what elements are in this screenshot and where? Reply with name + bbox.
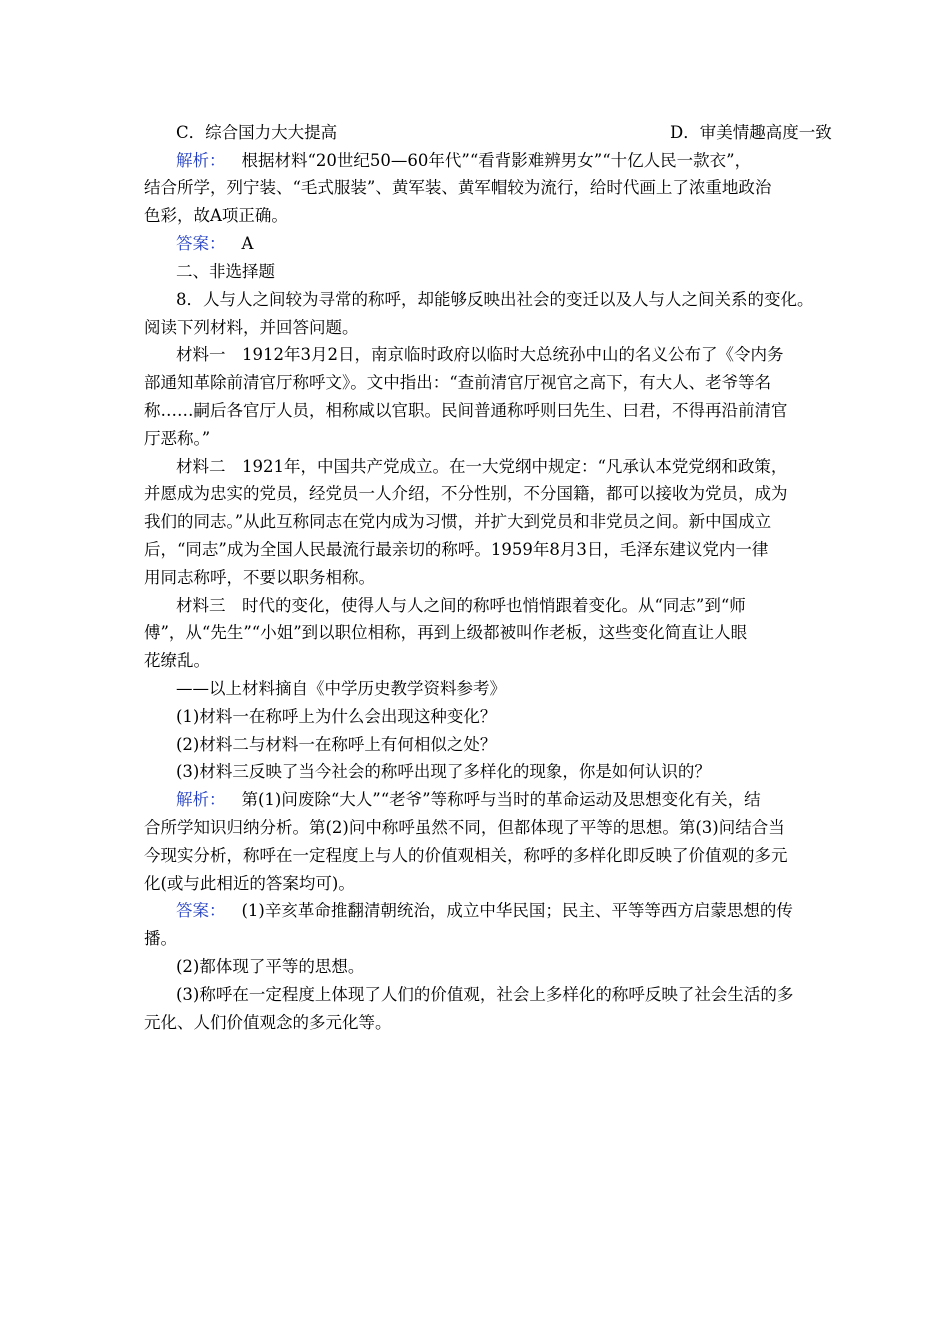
material3-line-1: 材料三 时代的变化，使得人与人之间的称呼也悄悄跟着变化。从“同志”到“师 xyxy=(176,596,746,615)
material1-line-1: 材料一 1912年3月2日，南京临时政府以临时大总统孙中山的名义公布了《令内务 xyxy=(176,345,784,364)
option-c: C．综合国力大大提高 xyxy=(176,123,338,142)
answer-label: 答案： xyxy=(176,901,226,920)
q8-stem-line-1: 8．人与人之间较为寻常的称呼，却能够反映出社会的变迁以及人与人之间关系的变化。 xyxy=(176,290,814,309)
q7-answer xyxy=(176,233,844,255)
material3-line-2: 傅”，从“先生”“小姐”到以职位相称，再到上级都被叫作老板，这些变化简直让人眼 xyxy=(144,623,748,642)
q8-analysis-line-3: 今现实分析，称呼在一定程度上与人的价值观相关，称呼的多样化即反映了价值观的多元 xyxy=(144,846,788,865)
material2-line-5: 用同志称呼，不要以职务相称。 xyxy=(144,568,375,587)
q8-answer-line-3: (2)都体现了平等的思想。 xyxy=(176,957,365,976)
question-1: (1)材料一在称呼上为什么会出现这种变化？ xyxy=(176,707,497,726)
option-row xyxy=(176,122,844,144)
material-source: ——以上材料摘自《中学历史教学资料参考》 xyxy=(176,679,506,698)
q7-analysis-line-1: 解析： 根据材料“20世纪50—60年代”“看背影难辨男女”“十亿人民一款衣”， xyxy=(176,151,752,170)
q8-answer-line-2: 播。 xyxy=(144,929,177,948)
answer-label: 答案： xyxy=(176,234,226,253)
answer-value: A xyxy=(241,234,254,253)
section-title: 二、非选择题 xyxy=(176,262,275,281)
material1-line-3: 称……嗣后各官厅人员，相称咸以官职。民间普通称呼则曰先生、曰君，不得再沿前清官 xyxy=(144,401,788,420)
analysis-label: 解析： xyxy=(176,151,226,170)
option-d: D．审美情趣高度一致 xyxy=(670,123,832,142)
material2-line-2: 并愿成为忠实的党员，经党员一人介绍，不分性别，不分国籍，都可以接收为党员，成为 xyxy=(144,484,788,503)
q8-answer-line-4: (3)称呼在一定程度上体现了人们的价值观，社会上多样化的称呼反映了社会生活的多 xyxy=(176,985,794,1004)
material2-line-1: 材料二 1921年，中国共产党成立。在一大党纲中规定：“凡承认本党党纲和政策， xyxy=(176,457,788,476)
material2-line-4: 后，“同志”成为全国人民最流行最亲切的称呼。1959年8月3日，毛泽东建议党内一律 xyxy=(144,540,769,559)
material2-line-3: 我们的同志。”从此互称同志在党内成为习惯，并扩大到党员和非党员之间。新中国成立 xyxy=(144,512,772,531)
q7-analysis-line-2: 结合所学，列宁装、“毛式服装”、黄军装、黄军帽较为流行，给时代画上了浓重地政治 xyxy=(144,178,772,197)
q8-answer-line-1: 答案： (1)辛亥革命推翻清朝统治，成立中华民国；民主、平等等西方启蒙思想的传 xyxy=(176,901,793,920)
analysis-label: 解析： xyxy=(176,790,226,809)
question-2: (2)材料二与材料一在称呼上有何相似之处？ xyxy=(176,735,497,754)
material1-line-2: 部通知革除前清官厅称呼文》。文中指出：“查前清官厅视官之高下，有大人、老爷等名 xyxy=(144,373,772,392)
material3-line-3: 花缭乱。 xyxy=(144,651,210,670)
q8-analysis-line-2: 合所学知识归纳分析。第(2)问中称呼虽然不同，但都体现了平等的思想。第(3)问结合当 xyxy=(144,818,785,837)
q8-analysis-line-4: 化(或与此相近的答案均可)。 xyxy=(144,874,355,893)
material1-line-4: 厅恶称。” xyxy=(144,429,211,448)
q7-analysis-line-3: 色彩，故A项正确。 xyxy=(144,206,288,225)
question-3: (3)材料三反映了当今社会的称呼出现了多样化的现象，你是如何认识的？ xyxy=(176,762,711,781)
q8-analysis-line-1: 解析： 第(1)问废除“大人”“老爷”等称呼与当时的革命运动及思想变化有关，结 xyxy=(176,790,761,809)
q8-stem-line-2: 阅读下列材料，并回答问题。 xyxy=(144,318,359,337)
q8-answer-line-5: 元化、人们价值观念的多元化等。 xyxy=(144,1013,392,1032)
